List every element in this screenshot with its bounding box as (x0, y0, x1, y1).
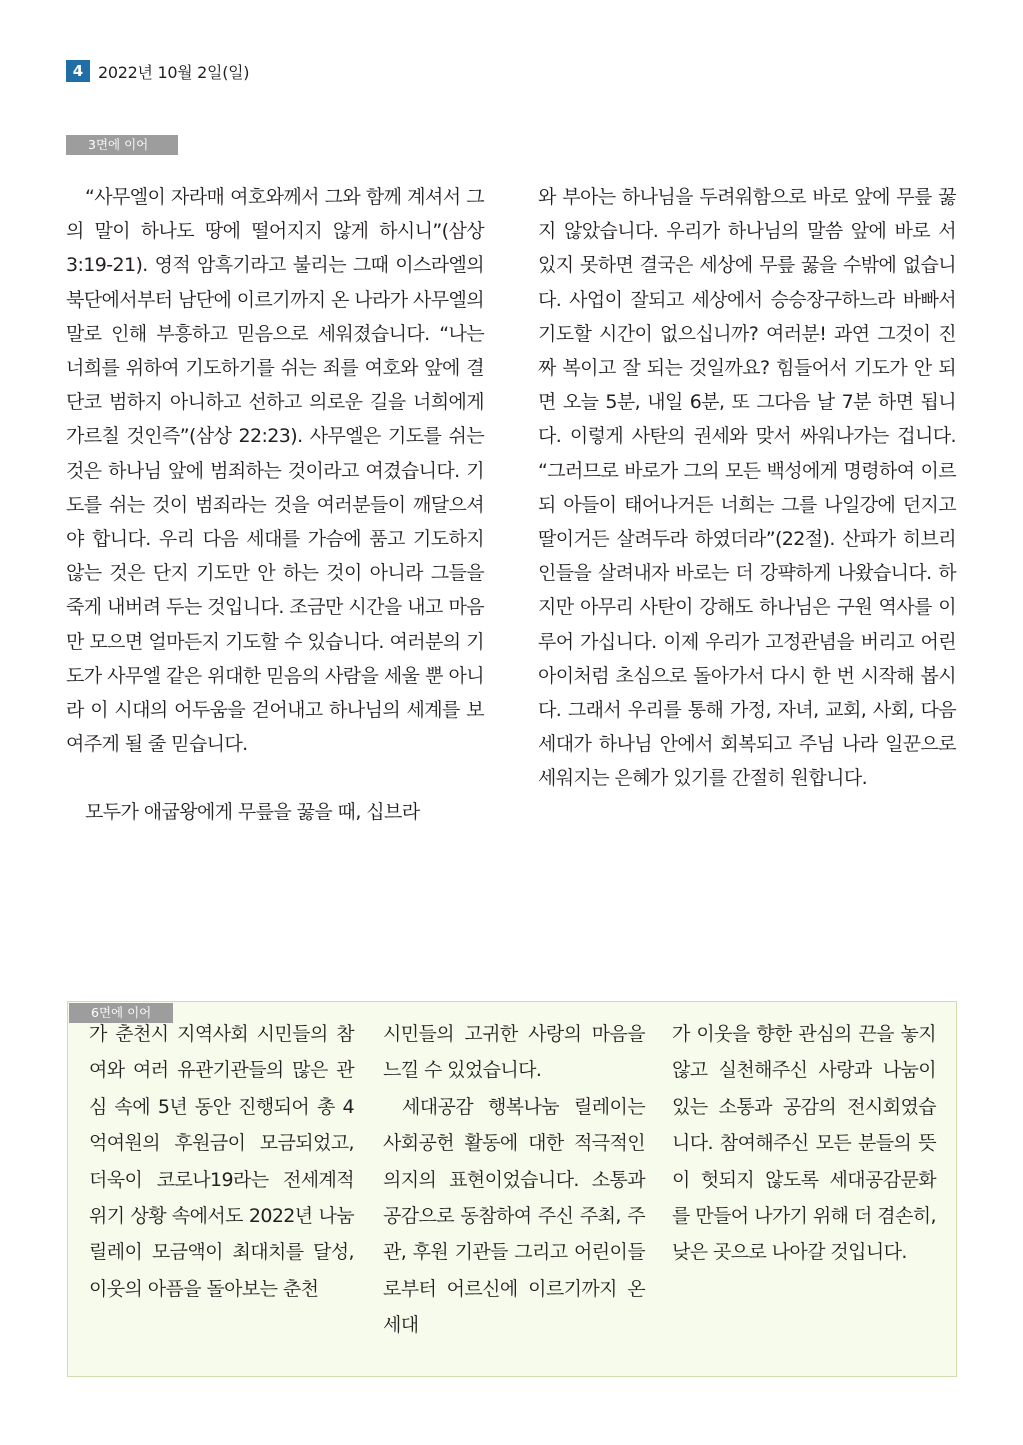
article-paragraph: “사무엘이 자라매 여호와께서 그와 함께 계셔서 그의 말이 하나도 땅에 떨어지지 않게 하시니”(삼상 3:19-21). 영적 암흑기라고 불리는 그때 이스라엘의 북단에서부터 남단에 이르기까지 온 나라가 사무엘의 말로 인해 부흥하고 믿음으로 세워졌습니다. “나는 너희를 위하여 기도하기를 쉬는 죄를 여호와 앞에 결단코 범하지 아니하고 선하고 의로운 길을 너희에게 가르칠 것인즉”(삼상 22:23). 사무엘은 기도를 쉬는 것은 하나님 앞에 범죄하는 것이라고 여겼습니다. 기도를 쉬는 것이 범죄라는 것을 여러분들이 깨달으셔야 합니다. 우리 다음 세대를 가슴에 품고 기도하지 않는 것은 단지 기도만 안 하는 것이 아니라 그들을 죽게 내버려 두는 것입니다. 조금만 시간을 내고 마음만 모으면 얼마든지 기도할 수 있습니다. 여러분의 기도가 사무엘 같은 위대한 믿음의 사람을 세울 뿐 아니라 이 시대의 어두움을 걷어내고 하나님의 세계를 보여주게 될 줄 믿습니다. (66, 186, 484, 756)
box-paragraph: 세대공감 행복나눔 릴레이는 사회공헌 활동에 대한 적극적인 의지의 표현이었습니다. 소통과 공감으로 동참하여 주신 주최, 주관, 후원 기관들 그리고 어린이들로부터 어르신에 이르기까지 온 세대 (383, 1095, 645, 1337)
box-paragraph: 가 이웃을 향한 관심의 끈을 놓지 않고 실천해주신 사랑과 나눔이 있는 소통과 공감의 전시회였습니다. 참여해주신 모든 분들의 뜻이 헛되지 않도록 세대공감문화를 만들어 나가기 위해 더 겸손히, 낮은 곳으로 나아갈 것입니다. (672, 1023, 936, 1264)
issue-date: 2022년 10월 2일(일) (98, 62, 250, 82)
continued-from-page-3-tag: 3면에 이어 (66, 135, 178, 155)
article-paragraph: 와 부아는 하나님을 두려워함으로 바로 앞에 무릎 꿇지 않았습니다. 우리가 하나님의 말씀 앞에 바로 서 있지 못하면 결국은 세상에 무릎 꿇을 수밖에 없습니다. 사업이 잘되고 세상에서 승승장구하느라 바빠서 기도할 시간이 없으십니까? 여러분! 과연 그것이 진짜 복이고 잘 되는 것일까요? 힘들어서 기도가 안 되면 오늘 5분, 내일 6분, 또 그다음 날 7분 하면 됩니다. 이렇게 사탄의 권세와 맞서 싸워나가는 겁니다. “그러므로 바로가 그의 모든 백성에게 명령하여 이르되 아들이 태어나거든 너희는 그를 나일강에 던지고 딸이거든 살려두라 하였더라”(22절). 산파가 히브리인들을 살려내자 바로는 더 강퍅하게 나왔습니다. 하지만 아무리 사탄이 강해도 하나님은 구원 역사를 이루어 가십니다. 이제 우리가 고정관념을 버리고 어린아이처럼 초심으로 돌아가서 다시 한 번 시작해 봅시다. 그래서 우리를 통해 가정, 자녀, 교회, 사회, 다음 세대가 하나님 안에서 회복되고 주님 나라 일꾼으로 세워지는 은혜가 있기를 간절히 원합니다. (538, 186, 956, 790)
box-column-1 (89, 1016, 354, 1307)
continued-from-page-6-tag: 6면에 이어 (69, 1003, 173, 1023)
page-number: 4 (66, 60, 90, 82)
box-column-3 (672, 1016, 936, 1271)
box-paragraph: 가 춘천시 지역사회 시민들의 참여와 여러 유관기관들의 많은 관심 속에 5년 동안 진행되어 총 4억여원의 후원금이 모금되었고, 더욱이 코로나19라는 전세계적 위기 상황 속에서도 2022년 나눔릴레이 모금액이 최대치를 달성, 이웃의 아픔을 돌아보는 춘천 (89, 1023, 354, 1300)
box-paragraph: 시민들의 고귀한 사랑의 마음을 느낄 수 있었습니다. (383, 1023, 645, 1082)
box-column-2 (383, 1016, 645, 1344)
article-column-2 (538, 180, 956, 796)
article-paragraph: 모두가 애굽왕에게 무릎을 꿇을 때, 십브라 (85, 801, 420, 824)
article-column-1 (66, 180, 484, 830)
page-header (66, 60, 249, 82)
